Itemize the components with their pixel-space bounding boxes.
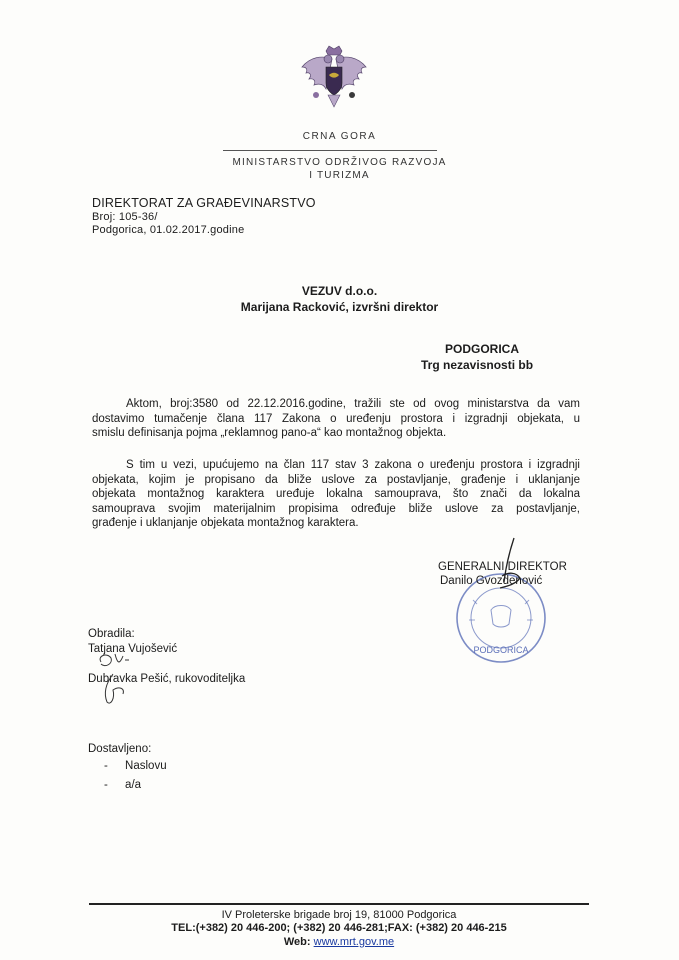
paragraph-line: dostavimo tumačenje člana 117 Zakona o uređenju prostora i izgradnji objekata, u	[92, 412, 580, 425]
recipient-person: Marijana Racković, izvršni direktor	[240, 300, 439, 314]
paragraph-line: građenje i uklanjanje objekata montažnog karaktera.	[92, 517, 359, 529]
bullet: -	[104, 779, 108, 791]
signatory-title: GENERALNI DIREKTOR	[438, 561, 567, 573]
delivered-item	[104, 779, 141, 791]
paragraph-line: smislu definisanja pojma „reklamnog pano-a“ kao montažnog objekta.	[92, 427, 447, 439]
preparer-signature-1	[95, 650, 135, 674]
footer-phone-fax: TEL:(+382) 20 446-200; (+382) 20 446-281;FAX: (+382) 20 446-215	[171, 922, 507, 934]
country-name: CRNA GORA	[302, 131, 377, 142]
signatory-name: Danilo Gvozdenović	[440, 575, 543, 587]
body-paragraph-2	[92, 458, 580, 531]
body-paragraph-1	[92, 397, 580, 441]
delivered-item-label: Naslovu	[125, 760, 167, 772]
prepared-by-label: Obradila:	[88, 628, 135, 640]
paragraph-line: objekata montažnog karaktera uređuje lokalna samouprava, što znači da lokalna	[92, 488, 580, 500]
web-link[interactable]: www.mrt.gov.me	[313, 936, 395, 948]
recipient-city: PODGORICA	[445, 342, 520, 356]
ministry-line-1: MINISTARSTVO ODRŽIVOG RAZVOJA	[232, 157, 447, 168]
prepared-by-person-1: Tatjana Vujošević	[88, 643, 178, 655]
delivered-label: Dostavljeno:	[88, 743, 152, 755]
recipient-company: VEZUV d.o.o.	[301, 284, 378, 298]
place-and-date: Podgorica, 01.02.2017.godine	[92, 224, 245, 236]
header-divider	[223, 150, 437, 151]
stamp-city: PODGORICA	[473, 645, 529, 655]
paragraph-line: samouprava svojim materijalnim propisima određuje bliže uslove za postavljanje,	[92, 502, 580, 515]
recipient-address: Trg nezavisnosti bb	[421, 358, 534, 372]
coat-of-arms-emblem	[296, 45, 372, 115]
paragraph-line: objekata, kojim je propisano da bliže uslove za postavljanje, građenje i uklanjanje	[92, 473, 580, 486]
paragraph-line: S tim u vezi, upućujemo na član 117 stav 3 zakona o uređenju prostora i izgradnji	[126, 459, 580, 471]
delivered-item	[104, 760, 167, 772]
reference-number: Broj: 105-36/	[92, 211, 158, 223]
bullet: -	[104, 760, 108, 772]
ministry-name	[0, 156, 679, 182]
paragraph-line: Aktom, broj:3580 od 22.12.2016.godine, tražili ste od ovog ministarstva da vam	[126, 398, 580, 410]
directorate-name: DIREKTORAT ZA GRAĐEVINARSTVO	[92, 196, 316, 210]
preparer-signature-2	[95, 672, 135, 708]
footer-web	[89, 936, 589, 948]
ministry-line-2: I TURIZMA	[309, 170, 370, 181]
reference-block	[92, 196, 316, 236]
director-signature	[480, 536, 540, 596]
delivered-item-label: a/a	[125, 779, 142, 791]
prepared-by-person-2: Dubravka Pešić, rukovoditeljka	[88, 673, 246, 685]
footer-address: IV Proleterske brigade broj 19, 81000 Podgorica	[221, 909, 457, 921]
web-label: Web:	[283, 936, 314, 948]
footer-divider	[89, 903, 589, 905]
